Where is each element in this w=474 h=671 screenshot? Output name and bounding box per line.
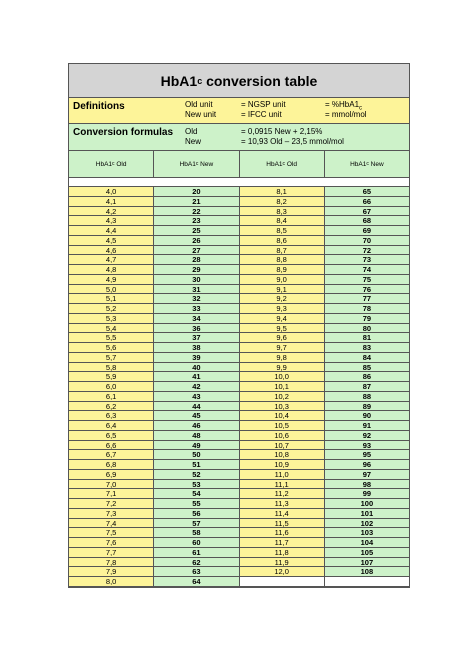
table-row — [69, 294, 409, 304]
cell-right-old: 9,1 — [240, 285, 325, 295]
old-formula-label: Old — [185, 127, 198, 136]
cell-right-new: 93 — [325, 441, 409, 451]
cell-left-old: 7,3 — [69, 509, 154, 519]
cell-left-old: 6,9 — [69, 470, 154, 480]
cell-left-old: 7,5 — [69, 528, 154, 538]
cell-left-new: 48 — [154, 431, 239, 441]
cell-left-new: 23 — [154, 216, 239, 226]
cell-left-new: 45 — [154, 411, 239, 421]
cell-right-new: 89 — [325, 402, 409, 412]
cell-left-old: 7,2 — [69, 499, 154, 509]
page-title — [69, 64, 409, 98]
cell-left-new: 34 — [154, 314, 239, 324]
cell-right-new: 86 — [325, 372, 409, 382]
cell-right-old: 10,3 — [240, 402, 325, 412]
cell-right-new: 83 — [325, 343, 409, 353]
cell-right-new: 103 — [325, 528, 409, 538]
cell-left-old: 5,5 — [69, 333, 154, 343]
cell-right-old: 11,5 — [240, 519, 325, 529]
cell-left-old: 5,8 — [69, 363, 154, 373]
cell-right-new: 92 — [325, 431, 409, 441]
header-right-new: HbA1 c New — [350, 160, 384, 168]
cell-left-old: 6,2 — [69, 402, 154, 412]
cell-left-old: 4,5 — [69, 236, 154, 246]
cell-left-new: 61 — [154, 548, 239, 558]
cell-right-new: 68 — [325, 216, 409, 226]
cell-right-old: 10,0 — [240, 372, 325, 382]
cell-left-old: 4,8 — [69, 265, 154, 275]
table-row — [69, 314, 409, 324]
cell-left-new: 62 — [154, 558, 239, 568]
cell-right-new: 79 — [325, 314, 409, 324]
cell-right-old: 9,6 — [240, 333, 325, 343]
cell-right-old: 11,7 — [240, 538, 325, 548]
cell-right-new: 73 — [325, 255, 409, 265]
cell-left-new: 52 — [154, 470, 239, 480]
cell-right-new: 107 — [325, 558, 409, 568]
cell-left-old: 6,1 — [69, 392, 154, 402]
table-row — [69, 382, 409, 392]
cell-left-new: 64 — [154, 577, 239, 587]
new-unit-eq: = IFCC unit — [241, 110, 282, 119]
table-row — [69, 528, 409, 538]
definitions-section — [69, 98, 409, 124]
header-right-old: HbA1 c Old — [240, 151, 325, 177]
old-formula: = 0,0915 New + 2,15% — [241, 127, 323, 136]
cell-right-new: 80 — [325, 324, 409, 334]
table-row — [69, 216, 409, 226]
cell-right-new: 67 — [325, 207, 409, 217]
cell-right-new: 81 — [325, 333, 409, 343]
cell-left-new: 29 — [154, 265, 239, 275]
cell-right-new: 102 — [325, 519, 409, 529]
cell-left-new: 41 — [154, 372, 239, 382]
cell-right-new: 98 — [325, 480, 409, 490]
cell-right-new: 97 — [325, 470, 409, 480]
table-row — [69, 489, 409, 499]
cell-right-old: 10,5 — [240, 421, 325, 431]
header-left-new: HbA1 c New — [154, 151, 239, 177]
old-unit-label: Old unit — [185, 100, 213, 109]
table-row — [69, 519, 409, 529]
cell-right-old: 8,7 — [240, 246, 325, 256]
table-row — [69, 567, 409, 577]
cell-left-new: 27 — [154, 246, 239, 256]
cell-left-new: 33 — [154, 304, 239, 314]
table-row — [69, 255, 409, 265]
cell-left-old: 6,4 — [69, 421, 154, 431]
table-row — [69, 246, 409, 256]
cell-right-old: 8,9 — [240, 265, 325, 275]
cell-left-new: 58 — [154, 528, 239, 538]
cell-right-old: 11,3 — [240, 499, 325, 509]
cell-left-new: 55 — [154, 499, 239, 509]
table-row — [69, 285, 409, 295]
cell-left-new: 39 — [154, 353, 239, 363]
cell-left-old: 4,0 — [69, 187, 154, 197]
cell-left-old: 4,1 — [69, 197, 154, 207]
cell-right-old: 9,2 — [240, 294, 325, 304]
cell-left-old: 4,3 — [69, 216, 154, 226]
table-row — [69, 411, 409, 421]
cell-right-old: 9,3 — [240, 304, 325, 314]
cell-left-new: 53 — [154, 480, 239, 490]
cell-right-old: 10,7 — [240, 441, 325, 451]
table-row — [69, 372, 409, 382]
cell-left-new: 20 — [154, 187, 239, 197]
table-row — [69, 441, 409, 451]
table-row — [69, 558, 409, 568]
cell-left-old: 8,0 — [69, 577, 154, 587]
cell-left-new: 63 — [154, 567, 239, 577]
cell-left-old: 4,9 — [69, 275, 154, 285]
title-subscript: c — [197, 75, 203, 86]
cell-left-new: 50 — [154, 450, 239, 460]
cell-right-old: 10,8 — [240, 450, 325, 460]
cell-left-new: 43 — [154, 392, 239, 402]
header-left-old: HbA1 c Old — [69, 151, 154, 177]
table-row — [69, 363, 409, 373]
cell-left-old: 4,6 — [69, 246, 154, 256]
cell-right-new: 100 — [325, 499, 409, 509]
cell-right-old: 9,8 — [240, 353, 325, 363]
cell-left-new: 26 — [154, 236, 239, 246]
table-row — [69, 402, 409, 412]
table-row — [69, 450, 409, 460]
cell-right-old: 11,0 — [240, 470, 325, 480]
cell-left-new: 56 — [154, 509, 239, 519]
cell-right-new — [325, 577, 409, 587]
table-row — [69, 333, 409, 343]
cell-left-new: 32 — [154, 294, 239, 304]
cell-left-old: 6,6 — [69, 441, 154, 451]
table-row — [69, 197, 409, 207]
cell-right-old: 11,8 — [240, 548, 325, 558]
cell-right-old: 11,1 — [240, 480, 325, 490]
cell-left-old: 4,7 — [69, 255, 154, 265]
cell-right-new: 74 — [325, 265, 409, 275]
cell-left-old: 5,1 — [69, 294, 154, 304]
cell-left-old: 6,5 — [69, 431, 154, 441]
cell-left-old: 6,3 — [69, 411, 154, 421]
cell-left-new: 42 — [154, 382, 239, 392]
cell-right-new: 70 — [325, 236, 409, 246]
cell-left-old: 4,2 — [69, 207, 154, 217]
cell-left-old: 7,9 — [69, 567, 154, 577]
cell-right-new: 95 — [325, 450, 409, 460]
title-rest: conversion table — [202, 72, 318, 89]
cell-right-old: 10,4 — [240, 411, 325, 421]
cell-left-new: 49 — [154, 441, 239, 451]
table-row — [69, 343, 409, 353]
cell-left-new: 21 — [154, 197, 239, 207]
table-row — [69, 421, 409, 431]
conversion-sheet — [68, 63, 410, 588]
cell-right-old: 9,9 — [240, 363, 325, 373]
cell-left-old: 5,4 — [69, 324, 154, 334]
cell-left-old: 5,6 — [69, 343, 154, 353]
cell-left-new: 25 — [154, 226, 239, 236]
cell-left-old: 7,8 — [69, 558, 154, 568]
cell-right-old: 11,6 — [240, 528, 325, 538]
cell-right-old: 10,1 — [240, 382, 325, 392]
table-row — [69, 226, 409, 236]
cell-right-old: 11,9 — [240, 558, 325, 568]
cell-right-old: 8,2 — [240, 197, 325, 207]
formulas-section — [69, 124, 409, 151]
cell-left-new: 37 — [154, 333, 239, 343]
cell-left-new: 51 — [154, 460, 239, 470]
cell-left-new: 57 — [154, 519, 239, 529]
cell-left-new: 54 — [154, 489, 239, 499]
cell-left-new: 31 — [154, 285, 239, 295]
cell-right-new: 105 — [325, 548, 409, 558]
cell-right-new: 75 — [325, 275, 409, 285]
cell-right-old: 11,4 — [240, 509, 325, 519]
table-row — [69, 207, 409, 217]
cell-right-old — [240, 577, 325, 587]
cell-right-new: 84 — [325, 353, 409, 363]
cell-right-new: 108 — [325, 567, 409, 577]
cell-left-new: 40 — [154, 363, 239, 373]
definitions-label: Definitions — [73, 101, 125, 112]
table-row — [69, 538, 409, 548]
cell-right-old: 8,3 — [240, 207, 325, 217]
cell-left-old: 7,1 — [69, 489, 154, 499]
cell-right-old: 12,0 — [240, 567, 325, 577]
cell-right-new: 90 — [325, 411, 409, 421]
cell-right-new: 65 — [325, 187, 409, 197]
cell-right-new: 76 — [325, 285, 409, 295]
table-row — [69, 460, 409, 470]
cell-right-new: 91 — [325, 421, 409, 431]
table-row — [69, 577, 409, 587]
cell-left-new: 46 — [154, 421, 239, 431]
table-row — [69, 265, 409, 275]
table-row — [69, 304, 409, 314]
cell-right-old: 8,5 — [240, 226, 325, 236]
table-row — [69, 275, 409, 285]
cell-right-old: 9,0 — [240, 275, 325, 285]
cell-right-new: 88 — [325, 392, 409, 402]
cell-left-old: 6,8 — [69, 460, 154, 470]
cell-right-old: 9,5 — [240, 324, 325, 334]
cell-left-old: 4,4 — [69, 226, 154, 236]
new-unit-value: = mmol/mol — [325, 110, 367, 119]
cell-right-old: 9,4 — [240, 314, 325, 324]
cell-right-new: 101 — [325, 509, 409, 519]
cell-right-new: 69 — [325, 226, 409, 236]
cell-left-new: 28 — [154, 255, 239, 265]
table-row — [69, 548, 409, 558]
old-unit-eq: = NGSP unit — [241, 100, 286, 109]
cell-right-new: 78 — [325, 304, 409, 314]
title-main: HbA1 — [160, 72, 198, 89]
cell-right-new: 96 — [325, 460, 409, 470]
cell-left-old: 5,0 — [69, 285, 154, 295]
cell-right-new: 66 — [325, 197, 409, 207]
cell-left-old: 7,7 — [69, 548, 154, 558]
table-row — [69, 431, 409, 441]
cell-right-new: 77 — [325, 294, 409, 304]
table-row — [69, 324, 409, 334]
cell-left-old: 5,3 — [69, 314, 154, 324]
cell-right-new: 85 — [325, 363, 409, 373]
cell-left-old: 7,6 — [69, 538, 154, 548]
table-row — [69, 392, 409, 402]
cell-right-new: 99 — [325, 489, 409, 499]
cell-left-new: 44 — [154, 402, 239, 412]
cell-left-new: 30 — [154, 275, 239, 285]
cell-right-old: 10,9 — [240, 460, 325, 470]
cell-left-new: 22 — [154, 207, 239, 217]
new-formula: = 10,93 Old – 23,5 mmol/mol — [241, 137, 344, 146]
table-row — [69, 499, 409, 509]
cell-left-new: 36 — [154, 324, 239, 334]
cell-left-old: 6,0 — [69, 382, 154, 392]
table-row — [69, 509, 409, 519]
cell-left-old: 7,0 — [69, 480, 154, 490]
table-row — [69, 353, 409, 363]
cell-right-old: 8,8 — [240, 255, 325, 265]
cell-right-old: 8,1 — [240, 187, 325, 197]
cell-right-new: 87 — [325, 382, 409, 392]
old-unit-value: = $\%HbA1_c$ — [325, 100, 363, 112]
cell-right-new: 72 — [325, 246, 409, 256]
cell-right-old: 8,6 — [240, 236, 325, 246]
cell-left-old: 6,7 — [69, 450, 154, 460]
table-row — [69, 480, 409, 490]
conversion-table-body — [69, 187, 409, 587]
cell-left-old: 5,2 — [69, 304, 154, 314]
table-row — [69, 187, 409, 197]
new-formula-label: New — [185, 137, 202, 146]
cell-right-old: 10,6 — [240, 431, 325, 441]
new-unit-label: New unit — [185, 110, 217, 119]
cell-left-old: 5,9 — [69, 372, 154, 382]
cell-right-old: 8,4 — [240, 216, 325, 226]
cell-left-new: 38 — [154, 343, 239, 353]
cell-right-old: 11,2 — [240, 489, 325, 499]
cell-right-new: 104 — [325, 538, 409, 548]
table-row — [69, 236, 409, 246]
table-row — [69, 470, 409, 480]
cell-right-old: 10,2 — [240, 392, 325, 402]
table-header — [69, 151, 409, 178]
cell-left-new: 60 — [154, 538, 239, 548]
cell-left-old: 7,4 — [69, 519, 154, 529]
cell-left-old: 5,7 — [69, 353, 154, 363]
header-spacer — [69, 178, 409, 187]
cell-right-old: 9,7 — [240, 343, 325, 353]
formulas-label: Conversion formulas — [73, 127, 174, 138]
